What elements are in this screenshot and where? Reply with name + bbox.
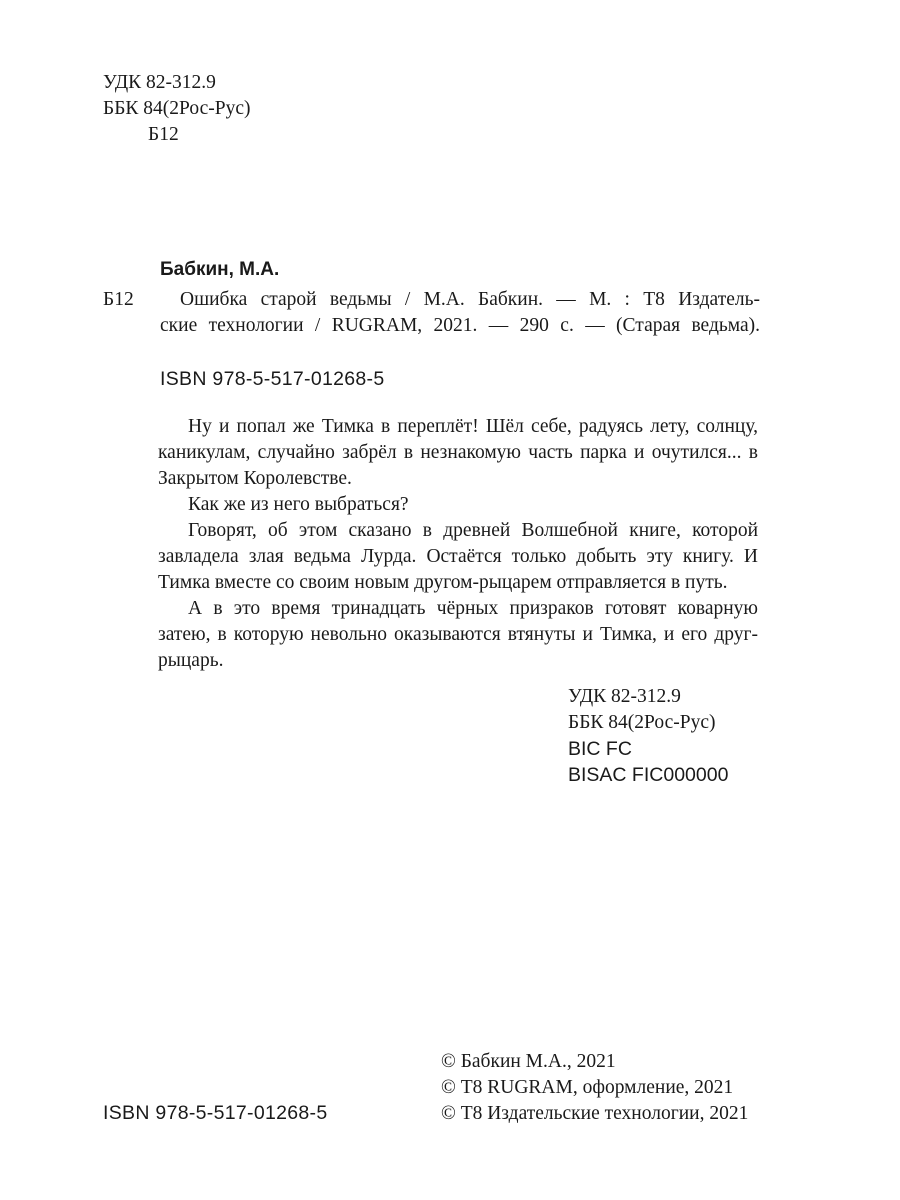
- bibliographic-line-2: ские технологии / RUGRAM, 2021. — 290 с. — (Старая ведьма).: [160, 315, 760, 336]
- annotation-paragraph: Говорят, об этом сказано в древней Волшебной книге, которой завладела злая ведьма Лурда. Остаётся только добыть эту книгу. И Тимка вместе со своим новым другом-рыцарем отправляется в путь.: [158, 520, 758, 593]
- annotation-paragraph: Ну и попал же Тимка в переплёт! Шёл себе, радуясь лету, солнцу, каникулам, случайно забрёл в незнакомую часть парка и очутился... в Закрытом Королевстве.: [158, 416, 758, 489]
- classification-block: [103, 70, 251, 148]
- copyright-line: © Бабкин М.А., 2021: [441, 1051, 616, 1072]
- copyright-block: [441, 1049, 748, 1127]
- author-name: Бабкин, М.А.: [160, 259, 280, 280]
- isbn-bottom: ISBN 978-5-517-01268-5: [103, 1102, 328, 1124]
- bisac-code: BISAC FIC000000: [568, 764, 729, 786]
- author-mark: Б12: [148, 124, 179, 145]
- bbk-code: ББК 84(2Рос-Рус): [103, 98, 251, 119]
- bibliographic-author-mark: Б12: [103, 289, 134, 310]
- copyright-line: © Т8 RUGRAM, оформление, 2021: [441, 1077, 734, 1098]
- isbn: ISBN 978-5-517-01268-5: [160, 368, 385, 390]
- annotation: [158, 414, 758, 674]
- bic-code: BIC FC: [568, 738, 632, 760]
- copyright-line: © Т8 Издательские технологии, 2021: [441, 1103, 749, 1124]
- annotation-paragraph: А в это время тринадцать чёрных призраков готовят коварную затею, в которую невольно оказываются втянуты и Тимка, и его друг-рыцарь.: [158, 598, 758, 671]
- annotation-paragraph: Как же из него выбраться?: [188, 494, 409, 515]
- classification-codes: [568, 684, 728, 788]
- bbk-code: ББК 84(2Рос-Рус): [568, 712, 716, 733]
- udk-code: УДК 82-312.9: [103, 72, 216, 93]
- udk-code: УДК 82-312.9: [568, 686, 681, 707]
- bibliographic-line-1: Ошибка старой ведьмы / М.А. Бабкин. — М. : Т8 Издатель-: [180, 289, 760, 310]
- bibliographic-description: [160, 287, 760, 339]
